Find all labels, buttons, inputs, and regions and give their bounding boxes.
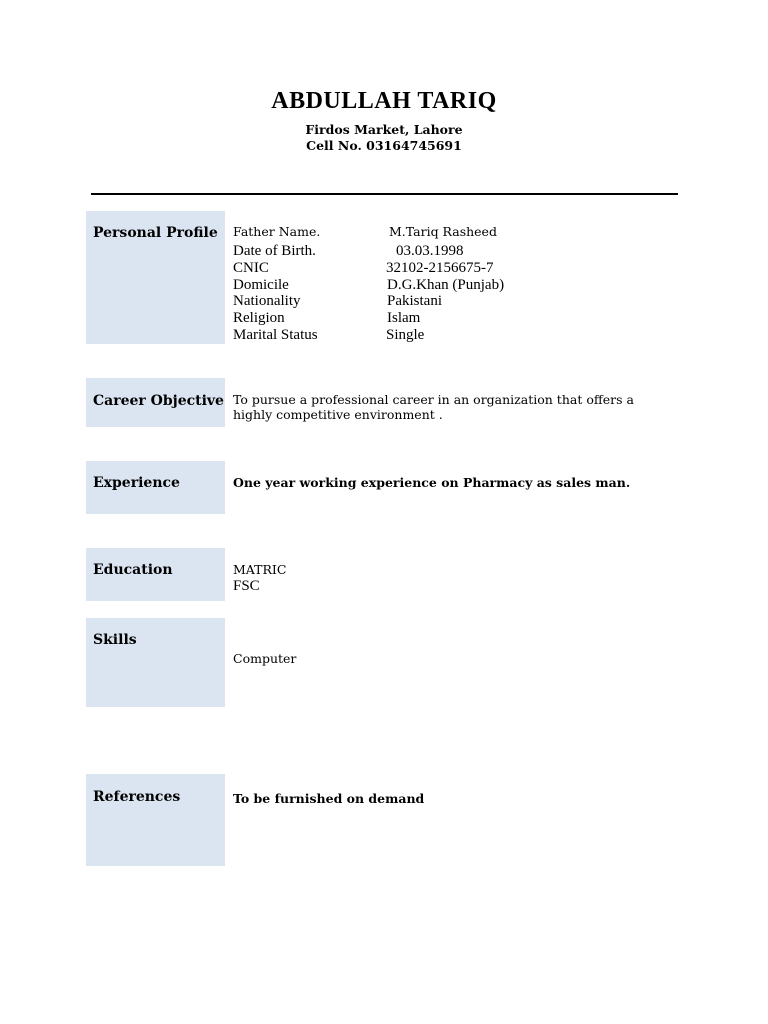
phone-number: Cell No. 03164745691 [306,138,462,153]
education-item: MATRIC [233,562,287,577]
profile-key: Date of Birth. [233,243,316,259]
section-title: Skills [93,632,137,648]
section-title: Education [93,562,173,578]
section-label-skills [86,618,225,707]
section-label-career-objective [86,378,225,427]
references-text: To be furnished on demand [233,791,425,806]
section-label-experience [86,461,225,514]
profile-value: D.G.Khan (Punjab) [387,277,505,293]
career-objective-text [233,392,634,422]
profile-value: Single [386,327,425,343]
section-title: References [93,789,181,805]
profile-value: Pakistani [387,293,442,309]
section-title: Personal Profile [93,225,218,241]
header-divider [91,193,678,195]
section-label-education [86,548,225,601]
section-label-personal-profile [86,211,225,344]
profile-value: M.Tariq Rasheed [389,224,497,239]
profile-key: Father Name. [233,224,321,239]
profile-key: Marital Status [233,327,318,343]
section-title: Career Objective [93,393,224,409]
section-title: Experience [93,475,180,491]
profile-key: Nationality [233,293,301,309]
experience-text: One year working experience on Pharmacy as sales man. [233,475,631,490]
skills-text: Computer [233,651,297,666]
profile-key: CNIC [233,260,269,276]
profile-key: Domicile [233,277,289,293]
education-item: FSC [233,578,260,594]
profile-value: Islam [387,310,421,326]
objective-line: highly competitive environment . [233,407,443,422]
candidate-name: ABDULLAH TARIQ [271,88,497,114]
profile-value: 32102-2156675-7 [386,260,494,276]
address: Firdos Market, Lahore [305,122,463,137]
education-list [233,562,286,595]
objective-line: To pursue a professional career in an organization that offers a [233,392,634,407]
section-label-references [86,774,225,866]
profile-key: Religion [233,310,285,326]
profile-value: 03.03.1998 [396,243,464,259]
